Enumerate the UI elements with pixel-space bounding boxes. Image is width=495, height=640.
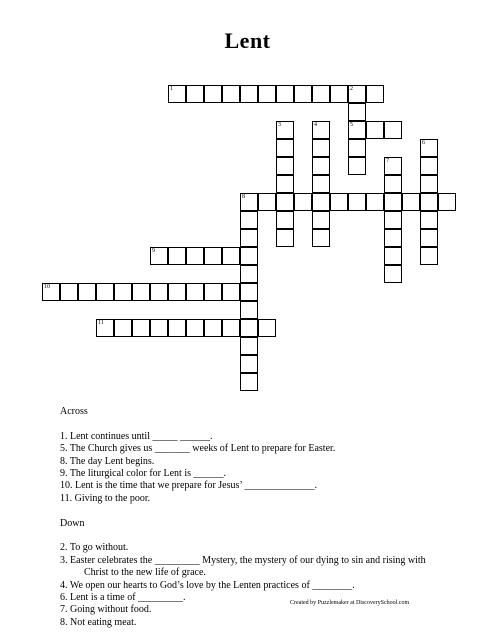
crossword-cell[interactable] — [348, 157, 366, 175]
crossword-cell[interactable] — [204, 283, 222, 301]
clue-number: 10 — [44, 284, 50, 290]
crossword-cell[interactable] — [186, 247, 204, 265]
crossword-cell[interactable] — [186, 283, 204, 301]
crossword-cell[interactable] — [258, 319, 276, 337]
credit-line: Created by Puzzlemaker at DiscoverySchool.com — [290, 600, 410, 606]
crossword-cell[interactable] — [204, 247, 222, 265]
crossword-cell[interactable] — [276, 193, 294, 211]
crossword-cell[interactable] — [312, 175, 330, 193]
across-clue-9: 9. The liturgical color for Lent is ______. — [60, 468, 226, 480]
crossword-cell[interactable] — [186, 319, 204, 337]
across-heading: Across — [60, 406, 88, 417]
crossword-cell[interactable] — [384, 247, 402, 265]
crossword-cell[interactable] — [348, 103, 366, 121]
crossword-cell[interactable] — [294, 193, 312, 211]
puzzle-title: Lent — [224, 28, 271, 53]
crossword-cell[interactable] — [276, 211, 294, 229]
crossword-cell[interactable] — [384, 175, 402, 193]
crossword-cell[interactable] — [420, 175, 438, 193]
crossword-cell[interactable] — [294, 85, 312, 103]
crossword-cell[interactable] — [240, 229, 258, 247]
clue-number: 7 — [386, 158, 389, 164]
across-clue-11: 11. Giving to the poor. — [60, 492, 151, 504]
crossword-cell[interactable] — [276, 85, 294, 103]
clue-number: 4 — [314, 122, 317, 128]
crossword-cell[interactable] — [240, 355, 258, 373]
clue-number: 5 — [350, 122, 353, 128]
crossword-cell[interactable] — [384, 193, 402, 211]
crossword-cell[interactable] — [168, 283, 186, 301]
crossword-cell[interactable] — [384, 265, 402, 283]
crossword-cell[interactable] — [114, 283, 132, 301]
clue-number: 8 — [242, 194, 245, 200]
clue-number: 9 — [152, 248, 155, 254]
crossword-cell[interactable] — [240, 319, 258, 337]
crossword-cell[interactable] — [96, 319, 114, 337]
crossword-cell[interactable] — [276, 157, 294, 175]
crossword-cell[interactable] — [384, 157, 402, 175]
crossword-cell[interactable] — [384, 229, 402, 247]
down-clue-2: 2. To go without. — [60, 542, 129, 554]
crossword-cell[interactable] — [420, 157, 438, 175]
crossword-cell[interactable] — [312, 85, 330, 103]
crossword-cell[interactable] — [330, 85, 348, 103]
crossword-cell[interactable] — [312, 193, 330, 211]
across-clue-5: 5. The Church gives us _______ weeks of Lent to prepare for Easter. — [60, 443, 336, 455]
crossword-cell[interactable] — [186, 85, 204, 103]
crossword-cell[interactable] — [420, 247, 438, 265]
crossword-cell[interactable] — [366, 121, 384, 139]
crossword-cell[interactable] — [168, 85, 186, 103]
crossword-cell[interactable] — [150, 319, 168, 337]
crossword-cell[interactable] — [204, 85, 222, 103]
across-clue-10: 10. Lent is the time that we prepare for Jesus’ ______________. — [60, 480, 317, 492]
crossword-cell[interactable] — [240, 301, 258, 319]
crossword-cell[interactable] — [222, 319, 240, 337]
crossword-cell[interactable] — [258, 193, 276, 211]
crossword-cell[interactable] — [78, 283, 96, 301]
crossword-cell[interactable] — [312, 139, 330, 157]
crossword-cell[interactable] — [132, 283, 150, 301]
crossword-cell[interactable] — [96, 283, 114, 301]
crossword-cell[interactable] — [240, 373, 258, 391]
crossword-cell[interactable] — [312, 229, 330, 247]
clue-number: 11 — [98, 320, 104, 326]
clue-number: 6 — [422, 140, 425, 146]
clue-number: 2 — [350, 86, 353, 92]
crossword-cell[interactable] — [240, 265, 258, 283]
crossword-cell[interactable] — [60, 283, 78, 301]
crossword-cell[interactable] — [222, 247, 240, 265]
crossword-cell[interactable] — [240, 211, 258, 229]
crossword-cell[interactable] — [132, 319, 150, 337]
clue-number: 1 — [170, 86, 173, 92]
crossword-cell[interactable] — [330, 193, 348, 211]
down-heading: Down — [60, 517, 85, 529]
crossword-cell[interactable] — [312, 157, 330, 175]
clues-section — [60, 406, 460, 629]
crossword-cell[interactable] — [240, 247, 258, 265]
crossword-cell[interactable] — [240, 283, 258, 301]
crossword-cell[interactable] — [168, 247, 186, 265]
crossword-cell[interactable] — [312, 121, 330, 139]
crossword-cell[interactable] — [42, 283, 60, 301]
down-clue-7: 7. Going without food. — [60, 604, 152, 616]
crossword-cell[interactable] — [258, 85, 276, 103]
crossword-cell[interactable] — [114, 319, 132, 337]
down-clue-4: 4. We open our hearts to God’s love by the Lenten practices of ________. — [60, 579, 355, 591]
crossword-cell[interactable] — [222, 85, 240, 103]
crossword-cell[interactable] — [384, 121, 402, 139]
down-clue-3: 3. Easter celebrates the _________ Mystery, the mystery of our dying to sin and rising with — [60, 554, 426, 566]
crossword-cell[interactable] — [312, 211, 330, 229]
crossword-cell[interactable] — [276, 175, 294, 193]
across-clue-8: 8. The day Lent begins. — [60, 455, 155, 467]
down-clue-6: 6. Lent is a time of _________. — [60, 592, 186, 604]
crossword-cell[interactable] — [348, 85, 366, 103]
crossword-cell[interactable] — [348, 193, 366, 211]
crossword-cell[interactable] — [366, 193, 384, 211]
crossword-cell[interactable] — [222, 283, 240, 301]
crossword-cell[interactable] — [420, 229, 438, 247]
crossword-cell[interactable] — [348, 139, 366, 157]
crossword-cell[interactable] — [420, 139, 438, 157]
crossword-cell[interactable] — [240, 85, 258, 103]
crossword-cell[interactable] — [276, 139, 294, 157]
down-clue-8: 8. Not eating meat. — [60, 616, 137, 628]
crossword-cell[interactable] — [276, 121, 294, 139]
crossword-cell[interactable] — [420, 211, 438, 229]
crossword-cell[interactable] — [420, 193, 438, 211]
crossword-cell[interactable] — [240, 337, 258, 355]
crossword-cell[interactable] — [384, 211, 402, 229]
crossword-cell[interactable] — [402, 193, 420, 211]
crossword-cell[interactable] — [438, 193, 456, 211]
crossword-cell[interactable] — [366, 85, 384, 103]
down-clue-3-continued: Christ to the new life of grace. — [84, 567, 206, 579]
crossword-cell[interactable] — [168, 319, 186, 337]
crossword-cell[interactable] — [204, 319, 222, 337]
crossword-cell[interactable] — [150, 247, 168, 265]
crossword-cell[interactable] — [150, 283, 168, 301]
crossword-cell[interactable] — [240, 193, 258, 211]
across-clue-1: 1. Lent continues until _____ ______. — [60, 430, 213, 442]
crossword-cell[interactable] — [276, 229, 294, 247]
clue-number: 3 — [278, 122, 281, 128]
crossword-cell[interactable] — [348, 121, 366, 139]
